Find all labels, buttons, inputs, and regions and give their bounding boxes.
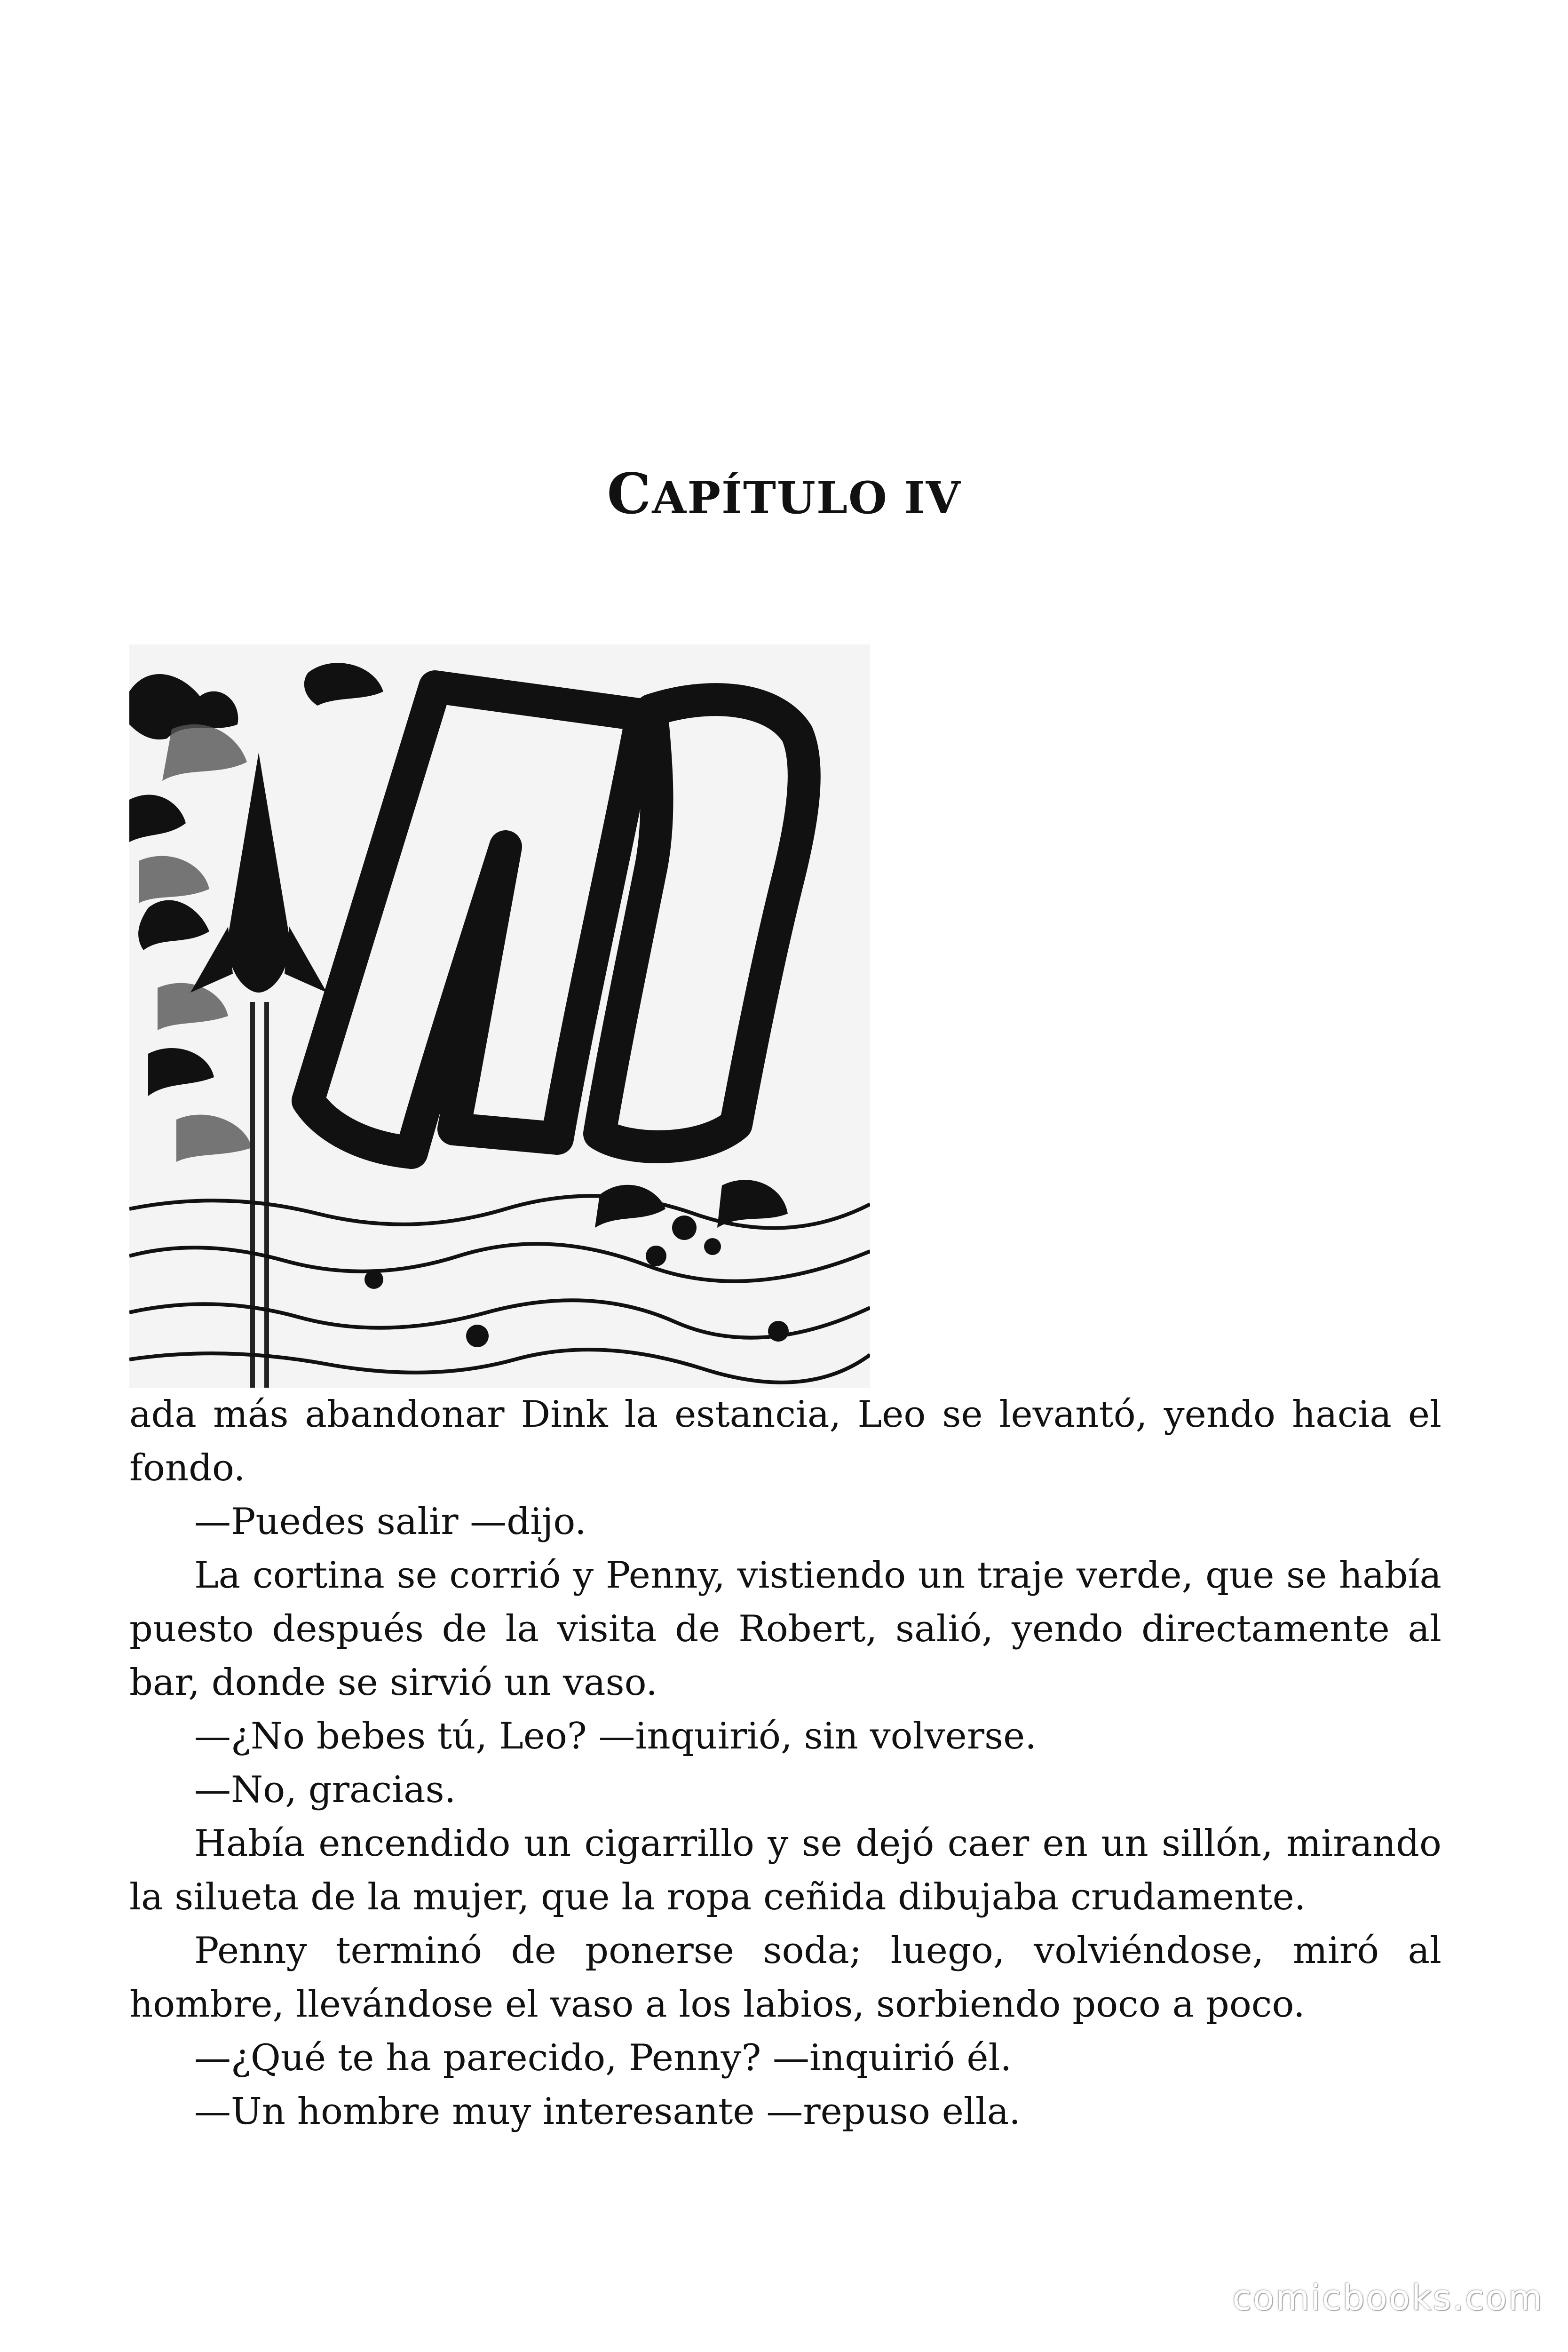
paragraph: Penny terminó de ponerse soda; luego, volviéndose, miró al hombre, llevándose el vaso a los labios, sorbiendo poco a poco. [129, 1930, 1441, 2026]
drop-cap-illustration [129, 644, 870, 1388]
paragraph: ada más abandonar Dink la estancia, Leo se levantó, yendo hacia el fondo. [129, 1393, 1441, 1489]
watermark: comicbooks.com [1232, 2278, 1544, 2318]
paragraph: —¿Qué te ha parecido, Penny? —inquirió él. [194, 2037, 1012, 2079]
paragraph: —¿No bebes tú, Leo? —inquirió, sin volverse. [194, 1715, 1037, 1757]
paragraph: —Un hombre muy interesante —repuso ella. [194, 2090, 1021, 2133]
illustrated-letter-n-rocket-icon [129, 644, 870, 1388]
paragraph: —No, gracias. [194, 1769, 456, 1811]
paragraph: La cortina se corrió y Penny, vistiendo un traje verde, que se había puesto después de la visita de Robert, salió, yendo directamente al bar, donde se sirvió un vaso. [129, 1554, 1441, 1704]
paragraph: Había encendido un cigarrillo y se dejó caer en un sillón, mirando la silueta de la mujer, que la ropa ceñida dibujaba crudamente. [129, 1822, 1441, 1918]
chapter-title-rest: APÍTULO IV [652, 472, 961, 524]
chapter-body [129, 1388, 1441, 2138]
chapter-title [0, 461, 1568, 526]
paragraph: —Puedes salir —dijo. [194, 1501, 586, 1543]
chapter-title-initial: C [607, 461, 652, 526]
